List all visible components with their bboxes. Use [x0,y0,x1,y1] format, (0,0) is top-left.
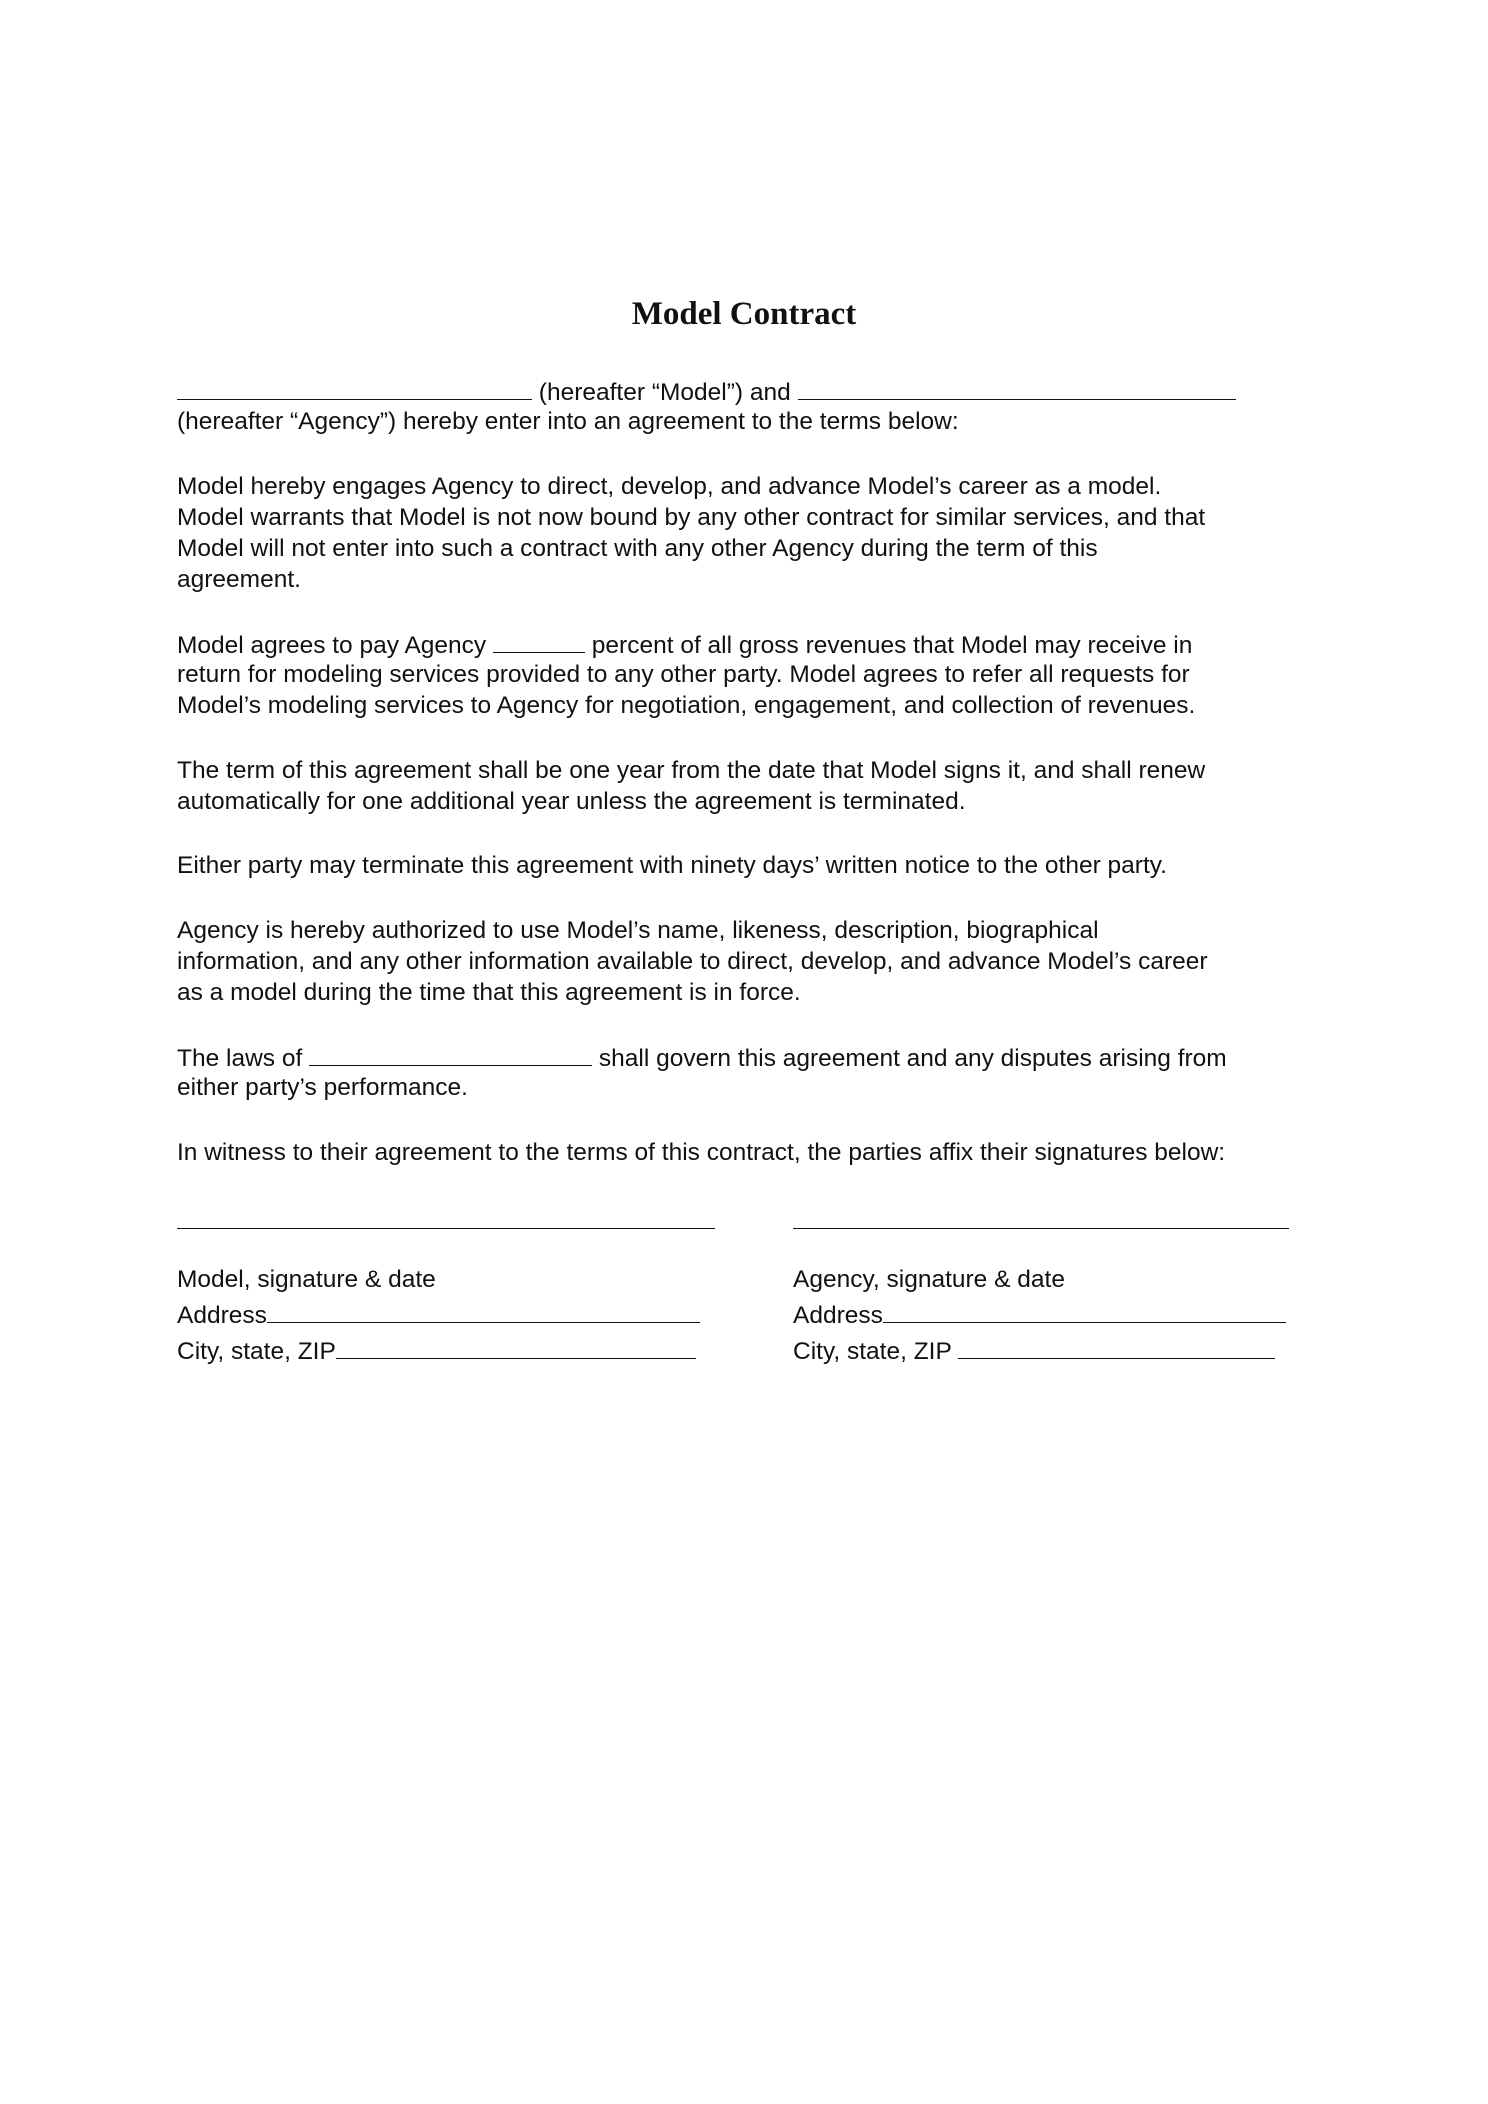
payment-line-1 [177,628,1352,659]
law-text-after: shall govern this agreement and any disputes arising from [592,1045,1227,1072]
engagement-line: Model hereby engages Agency to direct, develop, and advance Model’s career as a model. [177,473,1162,500]
authorization-line: as a model during the time that this agreement is in force. [177,979,801,1006]
model-address-row [177,1298,700,1334]
parties-line-2: (hereafter “Agency”) hereby enter into an agreement to the terms below: [177,408,959,435]
law-line-2: either party’s performance. [177,1074,468,1101]
governing-law-paragraph [177,1041,1352,1103]
engagement-paragraph [177,471,1352,595]
payment-line: Model’s modeling services to Agency for negotiation, engagement, and collection of revenues. [177,692,1196,719]
authorization-line: information, and any other information available to direct, develop, and advance Model’s career [177,948,1208,975]
law-text-before: The laws of [177,1045,310,1072]
agency-address-label: Address [793,1302,883,1329]
agency-city-row [793,1334,1286,1370]
model-city-blank[interactable] [336,1334,696,1359]
agency-signature-line[interactable] [793,1228,1289,1229]
engagement-line: Model warrants that Model is not now bound by any other contract for similar services, and that [177,504,1206,531]
authorization-paragraph [177,915,1352,1008]
termination-paragraph [177,850,1352,881]
agency-city-blank[interactable] [958,1334,1275,1359]
witness-line: In witness to their agreement to the terms of this contract, the parties affix their signatures below: [177,1139,1226,1166]
payment-text-after: percent of all gross revenues that Model may receive in [584,632,1193,659]
document-title: Model Contract [631,296,857,332]
agency-signature-block [793,1262,1286,1370]
engagement-line: agreement. [177,566,301,593]
parties-paragraph [177,375,1352,437]
term-line: automatically for one additional year unless the agreement is terminated. [177,788,966,815]
model-address-blank[interactable] [267,1298,700,1323]
termination-line: Either party may terminate this agreement with ninety days’ written notice to the other party. [177,852,1167,879]
agency-address-row [793,1298,1286,1334]
payment-text-before: Model agrees to pay Agency [177,632,493,659]
agency-signature-label: Agency, signature & date [793,1266,1065,1293]
agency-address-blank[interactable] [883,1298,1286,1323]
model-clause-text: (hereafter “Model”) and [532,379,798,406]
parties-line-1 [177,375,1352,406]
witness-paragraph [177,1137,1352,1168]
law-line-1 [177,1041,1352,1072]
agency-city-label: City, state, ZIP [793,1338,959,1365]
term-line: The term of this agreement shall be one year from the date that Model signs it, and shall renew [177,757,1206,784]
percent-blank[interactable] [493,628,585,653]
authorization-line: Agency is hereby authorized to use Model’s name, likeness, description, biographical [177,917,1099,944]
model-signature-label: Model, signature & date [177,1266,436,1293]
payment-line: return for modeling services provided to any other party. Model agrees to refer all requests for [177,661,1190,688]
agency-name-blank[interactable] [798,375,1236,400]
payment-paragraph [177,628,1352,721]
model-signature-block [177,1262,700,1370]
model-signature-line[interactable] [177,1228,715,1229]
engagement-line: Model will not enter into such a contract with any other Agency during the term of this [177,535,1098,562]
term-paragraph [177,755,1352,817]
model-city-label: City, state, ZIP [177,1338,336,1365]
model-address-label: Address [177,1302,267,1329]
model-name-blank[interactable] [177,375,532,400]
model-city-row [177,1334,700,1370]
jurisdiction-blank[interactable] [309,1041,592,1066]
